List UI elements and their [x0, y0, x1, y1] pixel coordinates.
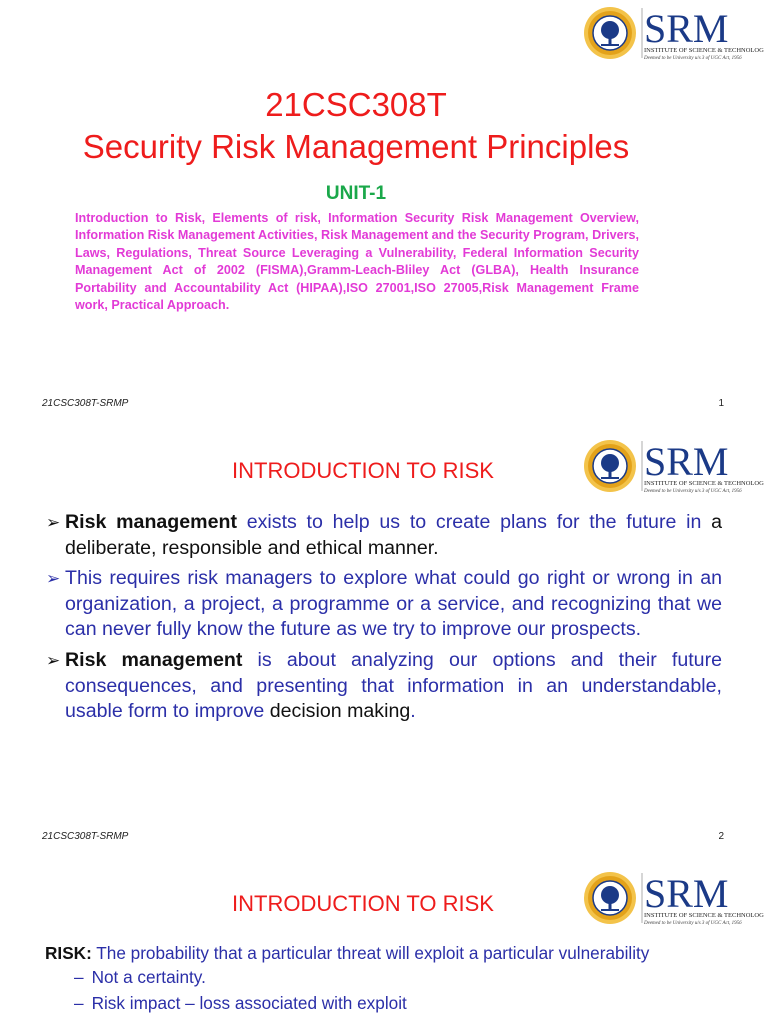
bullet-bold-term: Risk management: [65, 511, 237, 533]
dash-bullet-icon: –: [74, 993, 84, 1013]
risk-definition: [45, 942, 745, 964]
bullet-text: is about analyzing our options and their future consequences, and presenting that information in an understandable, usable form to improve: [65, 648, 722, 723]
course-title: Security Risk Management Principles: [82, 128, 630, 165]
dash-bullet-icon: –: [74, 967, 84, 987]
risk-sub-text: Risk impact – loss associated with exploit: [91, 993, 407, 1013]
risk-sub-item: [74, 993, 407, 1014]
arrow-bullet-icon: ➢: [46, 569, 61, 589]
bullet-bold-term: Risk management: [65, 648, 243, 671]
bullet-item: [46, 566, 722, 643]
slide-3: [0, 862, 768, 1024]
course-code: 21CSC308T: [265, 86, 447, 123]
page-number: 2: [718, 831, 724, 842]
srm-logo-icon: [582, 2, 764, 64]
bullet-list: [46, 510, 722, 730]
bullet-text: decision making: [264, 700, 411, 723]
arrow-bullet-icon: ➢: [46, 650, 61, 670]
slide-heading: INTRODUCTION TO RISK: [232, 891, 494, 916]
unit-topics: Introduction to Risk, Elements of risk, Information Security Risk Management Overview, Information Risk Management Activities, Risk Management and the Security Program, Drivers, Laws, Regulations, Threat Source Leveraging a Vulnerability, Federal Information Security Management Act of 2002 (FISMA),Gramm-Leach-Bliley Act (GLBA), Health Insurance Portability and Accountability Act (HIPAA),ISO 27001,ISO 27005,Risk Management Frame work, Practical Approach.: [75, 211, 639, 313]
risk-definition-text: The probability that a particular threat will exploit a particular vulnerability: [91, 943, 650, 963]
slide-footer: 21CSC308T-SRMP: [42, 831, 129, 842]
slide-2: [0, 430, 768, 862]
unit-label: UNIT-1: [325, 183, 387, 204]
bullet-item: [46, 510, 722, 561]
bullet-text: This requires risk managers to explore what could go right or wrong in an organization, a project, a programme or a service, and recognizing that we can never fully know the future as we try to improve our prospects.: [65, 567, 722, 641]
risk-sub-text: Not a certainty.: [91, 967, 206, 987]
page-number: 1: [718, 398, 724, 409]
risk-label: RISK:: [45, 943, 92, 963]
arrow-bullet-icon: ➢: [46, 513, 61, 532]
bullet-text: exists to help us to create plans for the future in: [237, 511, 702, 533]
srm-logo: [582, 2, 764, 64]
risk-sub-item: [74, 967, 206, 988]
slide-heading: INTRODUCTION TO RISK: [232, 458, 494, 483]
bullet-text: a deliberate, responsible and ethical manner.: [65, 511, 722, 559]
slide-1: [0, 0, 768, 430]
bullet-text: .: [410, 700, 416, 723]
bullet-item: [46, 648, 722, 725]
slide-footer: 21CSC308T-SRMP: [42, 398, 129, 409]
